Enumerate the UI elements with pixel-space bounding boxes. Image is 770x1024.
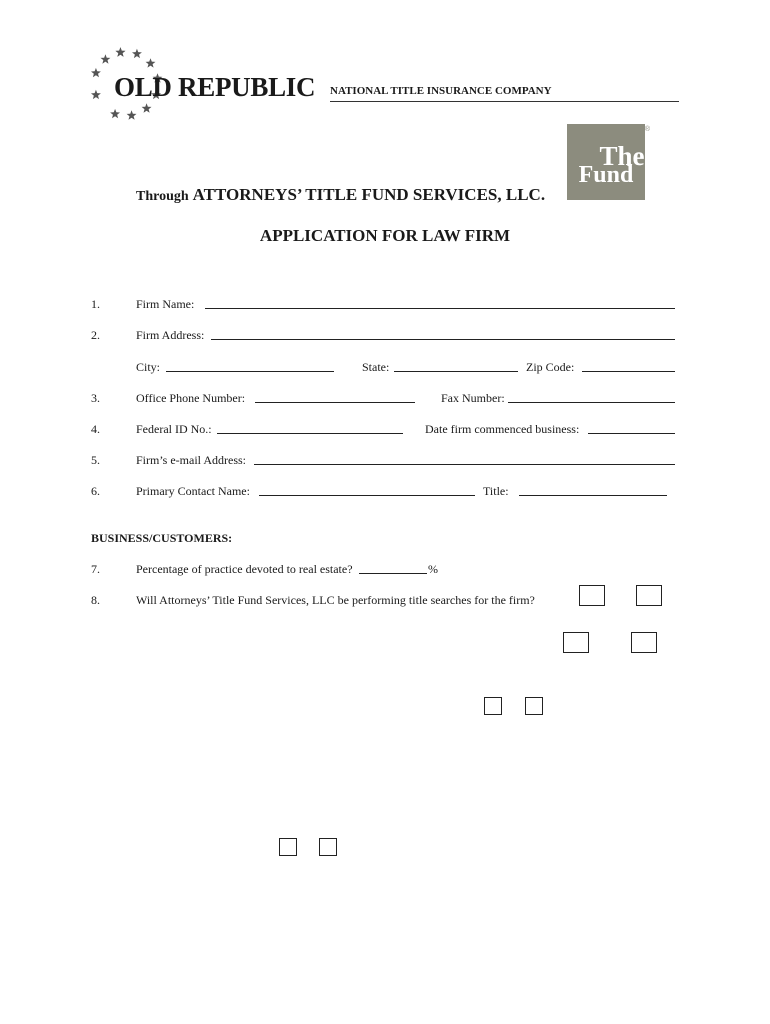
q5-label: Firm’s e-mail Address: — [136, 453, 246, 467]
fund-logo-line1: The — [599, 141, 645, 171]
date-commenced-label: Date firm commenced business: — [425, 422, 580, 436]
q6-number: 6. — [91, 484, 100, 498]
the-fund-logo — [566, 123, 650, 200]
firm-name-field[interactable] — [205, 308, 675, 309]
checkbox-row4-1[interactable] — [279, 838, 297, 856]
through-word: Through — [136, 189, 189, 204]
star-12-icon — [116, 47, 126, 56]
star-8-icon — [110, 109, 120, 118]
star-10-icon — [91, 68, 101, 77]
q8-number: 8. — [91, 593, 100, 607]
brand-subtitle: NATIONAL TITLE INSURANCE COMPANY — [330, 85, 552, 97]
section-heading: BUSINESS/CUSTOMERS: — [91, 531, 233, 545]
star-7-icon — [127, 110, 137, 119]
federal-id-field[interactable] — [217, 433, 403, 434]
q8-checkbox-1[interactable] — [579, 585, 605, 606]
state-field[interactable] — [394, 371, 518, 372]
zip-field[interactable] — [582, 371, 675, 372]
real-estate-percent-field[interactable] — [359, 573, 427, 574]
q1-number: 1. — [91, 297, 100, 311]
checkbox-row4-2[interactable] — [319, 838, 337, 856]
fax-label: Fax Number: — [441, 391, 505, 405]
q1-label: Firm Name: — [136, 297, 195, 311]
registered-mark: ® — [644, 126, 650, 133]
q3-label: Office Phone Number: — [136, 391, 246, 405]
fax-field[interactable] — [508, 402, 675, 403]
star-2-icon — [132, 49, 142, 58]
q4-number: 4. — [91, 422, 100, 436]
zip-label: Zip Code: — [526, 360, 575, 374]
header-rule — [330, 101, 679, 102]
q5-number: 5. — [91, 453, 100, 467]
q6-label: Primary Contact Name: — [136, 484, 250, 498]
q2-label: Firm Address: — [136, 328, 205, 342]
q7-label: Percentage of practice devoted to real estate? — [136, 562, 353, 576]
form-title: APPLICATION FOR LAW FIRM — [259, 226, 511, 245]
checkbox-row3-2[interactable] — [525, 697, 543, 715]
star-11-icon — [100, 54, 110, 63]
city-label: City: — [136, 360, 161, 374]
office-phone-field[interactable] — [255, 402, 415, 403]
contact-title-field[interactable] — [519, 495, 667, 496]
email-field[interactable] — [254, 464, 675, 465]
checkbox-row2-2[interactable] — [631, 632, 657, 653]
checkbox-row3-1[interactable] — [484, 697, 502, 715]
q7-number: 7. — [91, 562, 100, 576]
q4-label: Federal ID No.: — [136, 422, 212, 436]
primary-contact-field[interactable] — [259, 495, 475, 496]
fund-logo-line2: Fund — [578, 162, 634, 188]
date-commenced-field[interactable] — [588, 433, 675, 434]
brand-name: OLD REPUBLIC — [114, 72, 316, 102]
q2-number: 2. — [91, 328, 100, 342]
through-line — [136, 185, 545, 205]
star-6-icon — [142, 103, 152, 112]
percent-sign: % — [428, 562, 438, 576]
firm-address-field[interactable] — [211, 339, 675, 340]
q3-number: 3. — [91, 391, 100, 405]
q8-label: Will Attorneys’ Title Fund Services, LLC be performing title searches for the firm? — [136, 593, 535, 607]
state-label: State: — [362, 360, 390, 374]
star-9-icon — [91, 90, 101, 99]
through-company: ATTORNEYS’ TITLE FUND SERVICES, LLC. — [192, 185, 546, 204]
q8-checkbox-2[interactable] — [636, 585, 662, 606]
title-label: Title: — [483, 484, 509, 498]
checkbox-row2-1[interactable] — [563, 632, 589, 653]
star-3-icon — [146, 58, 156, 67]
city-field[interactable] — [166, 371, 334, 372]
